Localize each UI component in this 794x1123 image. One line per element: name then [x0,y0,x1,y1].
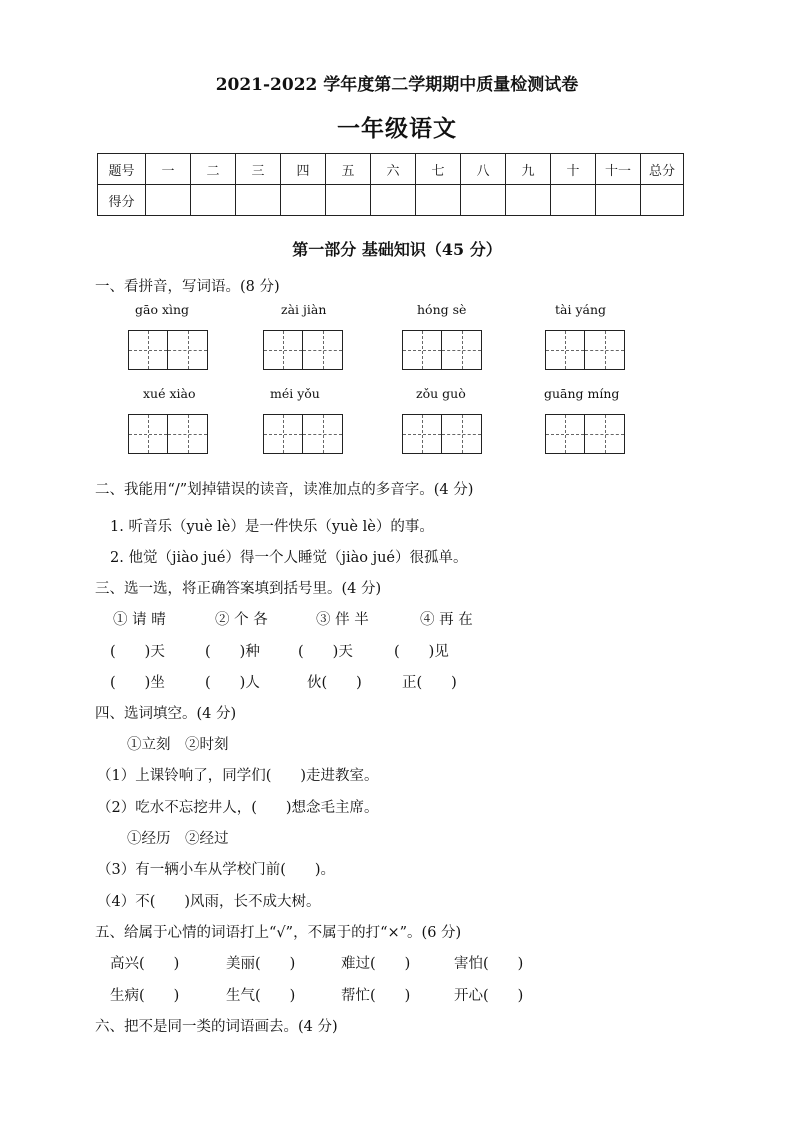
word-options: ①立刻 ②时刻 [127,737,229,753]
score-input-cell[interactable] [146,185,191,216]
question-2-item: 2. 他觉（jiào jué）得一个人睡觉（jiào jué）很孤单。 [110,550,468,566]
question-2-title: 二、我能用“/”划掉错误的读音，读准加点的多音字。(4 分) [95,482,474,498]
score-cell: 总分 [641,154,684,185]
score-input-cell[interactable] [371,185,416,216]
writing-grid[interactable] [402,414,482,454]
question-5-title: 五、给属于心情的词语打上“√”，不属于的打“×”。(6 分) [95,925,462,941]
score-cell: 二 [191,154,236,185]
mood-word-blank[interactable]: 美丽( ) [226,956,296,972]
word-options: ①经历 ②经过 [127,831,229,847]
mood-word-blank[interactable]: 帮忙( ) [341,988,411,1004]
fill-sentence[interactable]: （3）有一辆小车从学校门前( )。 [97,862,336,878]
part-one-heading: 第一部分 基础知识（45 分） [292,240,502,259]
writing-grid[interactable] [545,414,625,454]
question-6-title: 六、把不是同一类的词语画去。(4 分) [95,1019,338,1035]
score-cell: 七 [416,154,461,185]
choice-option: ④ 再 在 [420,612,473,628]
fill-sentence[interactable]: （4）不( )风雨，长不成大树。 [97,894,321,910]
score-cell: 四 [281,154,326,185]
mood-word-blank[interactable]: 高兴( ) [110,956,180,972]
writing-grid[interactable] [402,330,482,370]
question-3-title: 三、选一选，将正确答案填到括号里。(4 分) [95,581,382,597]
writing-grid[interactable] [128,330,208,370]
score-input-cell[interactable] [326,185,371,216]
mood-word-blank[interactable]: 生病( ) [110,988,180,1004]
question-4-title: 四、选词填空。(4 分) [95,706,237,722]
exam-subtitle: 一年级语文 [337,115,457,142]
fill-blank[interactable]: ( )见 [394,644,449,660]
score-input-cell[interactable] [596,185,641,216]
score-cell: 一 [146,154,191,185]
fill-blank[interactable]: ( )种 [205,644,260,660]
question-2-item: 1. 听音乐（yuè lè）是一件快乐（yuè lè）的事。 [110,519,434,535]
score-input-cell[interactable] [281,185,326,216]
score-input-cell[interactable] [506,185,551,216]
pinyin-label: guāng míng [544,386,620,401]
score-cell: 五 [326,154,371,185]
mood-word-blank[interactable]: 难过( ) [341,956,411,972]
pinyin-label: hóng sè [417,302,467,317]
pinyin-label: méi yǒu [270,386,320,401]
score-input-cell[interactable] [551,185,596,216]
pinyin-label: xué xiào [143,386,196,401]
fill-blank[interactable]: 伙( ) [307,675,362,691]
mood-word-blank[interactable]: 开心( ) [454,988,524,1004]
score-input-cell[interactable] [236,185,281,216]
choice-option: ③ 伴 半 [316,612,369,628]
score-cell: 九 [506,154,551,185]
fill-sentence[interactable]: （2）吃水不忘挖井人，( )想念毛主席。 [97,800,379,816]
score-cell: 八 [461,154,506,185]
fill-sentence[interactable]: （1）上课铃响了，同学们( )走进教室。 [97,768,379,784]
fill-blank[interactable]: ( )人 [205,675,260,691]
writing-grid[interactable] [128,414,208,454]
score-table-header-row [98,154,684,185]
score-cell: 十 [551,154,596,185]
fill-blank[interactable]: ( )天 [110,644,165,660]
score-label-cell: 得分 [98,185,146,216]
score-table-score-row [98,185,684,216]
fill-blank[interactable]: ( )天 [298,644,353,660]
mood-word-blank[interactable]: 害怕( ) [454,956,524,972]
choice-option: ① 请 晴 [113,612,166,628]
score-cell: 十一 [596,154,641,185]
score-cell: 六 [371,154,416,185]
score-input-cell[interactable] [641,185,684,216]
writing-grid[interactable] [545,330,625,370]
exam-title: 2021-2022 学年度第二学期期中质量检测试卷 [215,75,579,95]
fill-blank[interactable]: 正( ) [402,675,457,691]
question-1-title: 一、看拼音，写词语。(8 分) [95,279,280,295]
score-input-cell[interactable] [191,185,236,216]
choice-option: ② 个 各 [215,612,268,628]
score-table [97,153,684,216]
pinyin-label: zài jiàn [281,302,327,317]
score-input-cell[interactable] [416,185,461,216]
mood-word-blank[interactable]: 生气( ) [226,988,296,1004]
score-input-cell[interactable] [461,185,506,216]
pinyin-label: zǒu guò [416,386,466,401]
writing-grid[interactable] [263,330,343,370]
fill-blank[interactable]: ( )坐 [110,675,165,691]
score-cell: 题号 [98,154,146,185]
pinyin-label: gāo xìng [135,302,190,317]
pinyin-label: tài yáng [555,302,607,317]
writing-grid[interactable] [263,414,343,454]
score-cell: 三 [236,154,281,185]
